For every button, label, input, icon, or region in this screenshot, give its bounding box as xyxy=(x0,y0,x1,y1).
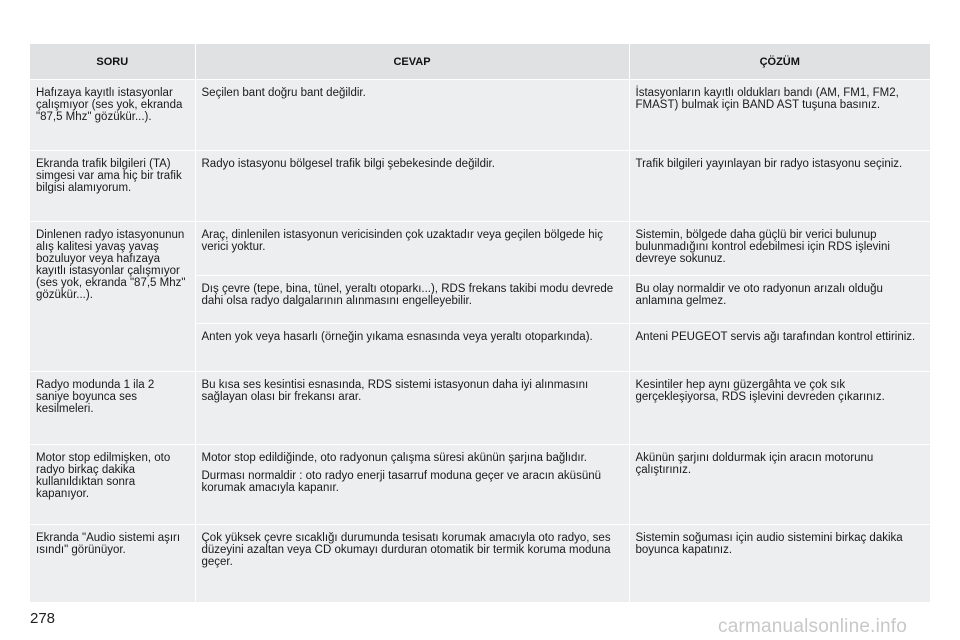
solution-cell: Akünün şarjını doldurmak için aracın motorunu çalıştırınız. xyxy=(629,445,930,525)
header-cozum: ÇÖZÜM xyxy=(629,44,930,80)
answer-cell: Çok yüksek çevre sıcaklığı durumunda tesisatı korumak amacıyla oto radyo, ses düzeyini azaltan veya CD okumayı durduran otomatik bir termik koruma moduna geçer. xyxy=(195,525,629,603)
question-cell: Hafızaya kayıtlı istasyonlar çalışmıyor (ses yok, ekranda "87,5 Mhz" gözükür...). xyxy=(30,80,195,151)
answer-cell: Seçilen bant doğru bant değildir. xyxy=(195,80,629,151)
table-row xyxy=(30,151,930,222)
answer-cell: Radyo istasyonu bölgesel trafik bilgi şebekesinde değildir. xyxy=(195,151,629,222)
solution-cell: Trafik bilgileri yayınlayan bir radyo istasyonu seçiniz. xyxy=(629,151,930,222)
table-row xyxy=(30,222,930,276)
answer-paragraph: Motor stop edildiğinde, oto radyonun çalışma süresi akünün şarjına bağlıdır. xyxy=(201,452,587,464)
table-row xyxy=(30,445,930,525)
page-number: 278 xyxy=(30,610,56,627)
table-row xyxy=(30,525,930,603)
question-cell: Dinlenen radyo istasyonunun alış kalitesi yavaş yavaş bozuluyor veya hafızaya kayıtlı istasyonlar çalışmıyor (ses yok, ekranda "87,5 Mhz" gözükür...). xyxy=(30,222,195,372)
solution-cell: Kesintiler hep aynı güzergâhta ve çok sık gerçekleşiyorsa, RDS işlevini devreden çıkarınız. xyxy=(629,372,930,445)
table-row xyxy=(30,372,930,445)
troubleshooting-table xyxy=(30,44,930,602)
solution-cell: Sistemin, bölgede daha güçlü bir verici bulunup bulunmadığını kontrol edebilmesi için RDS işlevini devreye sokunuz. xyxy=(629,222,930,276)
answer-cell: Dış çevre (tepe, bina, tünel, yeraltı otoparkı...), RDS frekans takibi modu devrede dahi olsa radyo dalgalarının alınmasını engelleyebilir. xyxy=(195,276,629,324)
question-cell: Motor stop edilmişken, oto radyo birkaç dakika kullanıldıktan sonra kapanıyor. xyxy=(30,445,195,525)
header-cevap: CEVAP xyxy=(195,44,629,80)
answer-cell: Araç, dinlenilen istasyonun vericisinden çok uzaktadır veya geçilen bölgede hiç verici yoktur. xyxy=(195,222,629,276)
answer-cell: Bu kısa ses kesintisi esnasında, RDS sistemi istasyonun daha iyi alınmasını sağlayan olası bir frekansı arar. xyxy=(195,372,629,445)
question-cell: Ekranda "Audio sistemi aşırı ısındı" görünüyor. xyxy=(30,525,195,603)
table-header-row xyxy=(30,44,930,80)
solution-cell: Bu olay normaldir ve oto radyonun arızalı olduğu anlamına gelmez. xyxy=(629,276,930,324)
solution-cell: İstasyonların kayıtlı oldukları bandı (AM, FM1, FM2, FMAST) bulmak için BAND AST tuşuna basınız. xyxy=(629,80,930,151)
solution-cell: Sistemin soğuması için audio sistemini birkaç dakika boyunca kapatınız. xyxy=(629,525,930,603)
table-row xyxy=(30,80,930,151)
watermark: carmanualsonline.info xyxy=(718,616,908,637)
question-cell: Radyo modunda 1 ila 2 saniye boyunca ses kesilmeleri. xyxy=(30,372,195,445)
header-soru: SORU xyxy=(30,44,195,80)
answer-cell: Anten yok veya hasarlı (örneğin yıkama esnasında veya yeraltı otoparkında). xyxy=(195,324,629,372)
answer-cell xyxy=(195,445,629,525)
question-cell: Ekranda trafik bilgileri (TA) simgesi var ama hiç bir trafik bilgisi alamıyorum. xyxy=(30,151,195,222)
answer-paragraph: Durması normaldir : oto radyo enerji tasarruf moduna geçer ve aracın aküsünü korumak amacıyla kapanır. xyxy=(201,470,602,494)
solution-cell: Anteni PEUGEOT servis ağı tarafından kontrol ettiriniz. xyxy=(629,324,930,372)
